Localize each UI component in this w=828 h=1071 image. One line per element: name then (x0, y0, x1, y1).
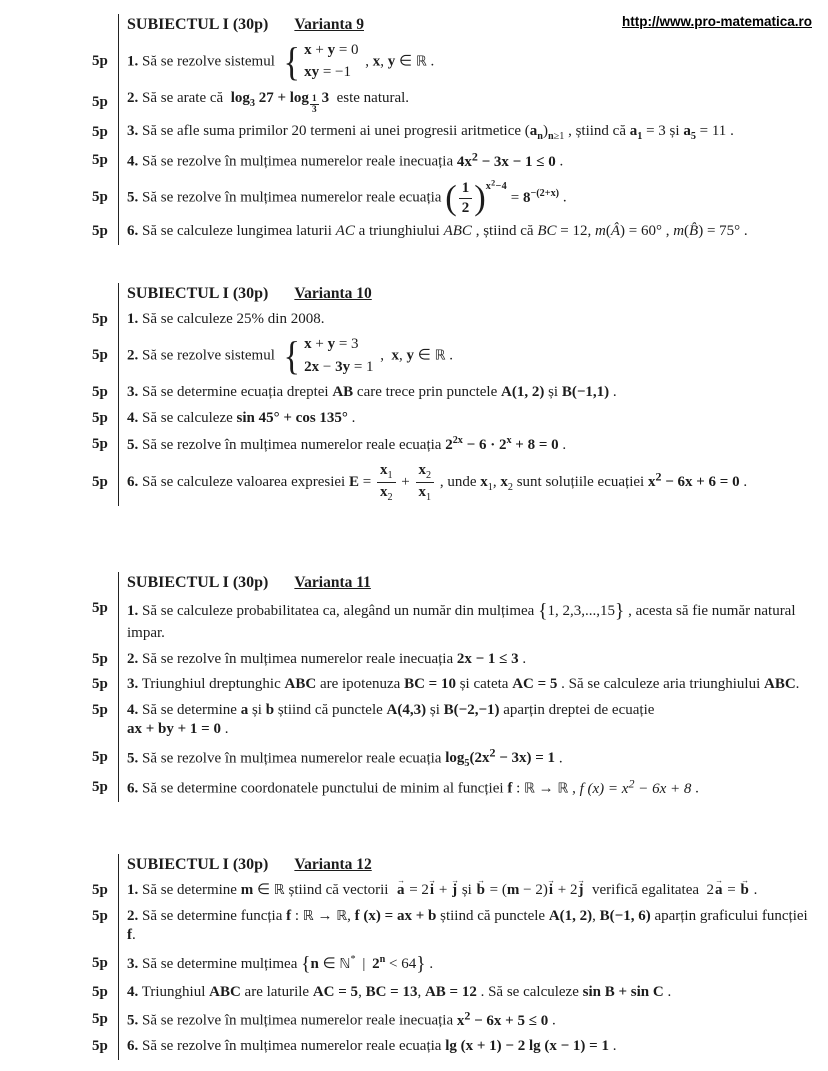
problem-text: 4. Să se calculeze sin 45° + cos 135° . (118, 406, 814, 432)
problem-row (92, 904, 814, 949)
problem-row (92, 743, 814, 774)
problem-row (92, 878, 814, 904)
points-label: 5p (92, 599, 108, 616)
points-label: 5p (92, 310, 108, 327)
problem-row (92, 949, 814, 980)
problem-row (92, 146, 814, 175)
section-title: SUBIECTUL I (30p) (127, 16, 269, 33)
variant-title: Varianta 10 (294, 284, 372, 302)
problem-text: 4. Să se determine a și b știind că punctele A(4,3) și B(−2,−1) aparțin dreptei de ecuație ax + by + 1 = 0 . (118, 698, 814, 743)
problem-text: 3. Triunghiul dreptunghic ABC are ipotenuza BC = 10 și cateta AC = 5 . Să se calculeze aria triunghiului ABC. (118, 672, 814, 698)
problem-text: 6. Să se rezolve în mulțimea numerelor reale ecuația lg (x + 1) − 2 lg (x − 1) = 1 . (118, 1034, 814, 1060)
problem-text: 1. Să se determine m ∈ ℝ știind că vectorii a → = 2i → + j → și b → = (m − 2)i → + 2j → verifică egalitatea 2a → = b → . (118, 878, 814, 904)
points-label: 5p (92, 473, 108, 490)
problem-row (92, 332, 814, 380)
problem-row (92, 380, 814, 406)
points-label: 5p (92, 650, 108, 667)
problem-row (92, 773, 814, 802)
points-label: 5p (92, 384, 108, 401)
section-header (92, 572, 814, 596)
points-label: 5p (92, 907, 108, 924)
problem-text: 6. Să se determine coordonatele punctului de minim al funcției f : ℝ → ℝ , f $(x) = x^2 - 6x + 8$ . (118, 773, 814, 802)
variant-title: Varianta 12 (294, 856, 372, 874)
problem-row (92, 86, 814, 119)
problem-text: 5. Să se rezolve în mulțimea numerelor reale ecuația $2^{2x} - 6 \cdot 2^x + 8 = 0$ . (118, 431, 814, 459)
section-title: SUBIECTUL I (30p) (127, 574, 269, 592)
problem-row (92, 647, 814, 673)
problem-row (92, 596, 814, 647)
problem-text: 1. Să se rezolve sistemul { x + y = 0 xy = −1 , x, y ∈ ℝ . (118, 38, 814, 86)
problem-row (92, 175, 814, 219)
problem-row (92, 431, 814, 459)
problem-text: 5. Să se rezolve în mulțimea numerelor reale ecuația $\log_5(2x^2 - 3x) = 1$ . (118, 743, 814, 774)
problem-text: 3. Să se determine mulțimea {n ∈ ℕ* | $2^n < 64$} . (118, 949, 814, 980)
problem-row (92, 406, 814, 432)
problem-row (92, 698, 814, 743)
points-label: 5p (92, 983, 108, 1000)
section-header (92, 283, 814, 307)
problem-text: 1. Să se calculeze probabilitatea ca, alegând un număr din mulțimea {1, 2,3,...,15} , acesta să fie număr natural impar. (118, 596, 814, 647)
variant-title: Varianta 11 (294, 574, 371, 592)
section-header-content (118, 283, 814, 307)
points-label: 5p (92, 779, 108, 795)
problem-row (92, 119, 814, 146)
points-label: 5p (92, 1011, 108, 1028)
problem-text: 5. Să se rezolve în mulțimea numerelor reale inecuația $x^2 - 6x + 5 \le 0$ . (118, 1005, 814, 1034)
variant-title: Varianta 9 (294, 16, 364, 33)
points-label: 5p (92, 955, 108, 972)
problem-text: 6. Să se calculeze lungimea laturii AC a triunghiului ABC , știind că BC = 12, m(Â) = 60° , m(B̂) = 75° . (118, 219, 814, 245)
points-label: 5p (92, 223, 108, 240)
points-label: 5p (92, 749, 108, 766)
website-url[interactable]: http://www.pro-matematica.ro (621, 14, 812, 29)
points-label: 5p (92, 882, 108, 898)
subject-section (92, 14, 814, 245)
problem-text: 4. Să se rezolve în mulțimea numerelor reale inecuația $4x^2 - 3x - 1 \le 0$ . (118, 146, 814, 175)
problem-text: 5. Să se rezolve în mulțimea numerelor reale ecuația ( $\frac{1}{2}$ )$^{x^2-4} = 8^{-(2+x)}$ . (118, 175, 814, 219)
points-label: 5p (92, 53, 108, 70)
problem-text: 2. Să se rezolve în mulțimea numerelor reale inecuația 2x − 1 ≤ 3 . (118, 647, 814, 673)
problem-text: 3. Să se afle suma primilor 20 termeni ai unei progresii aritmetice $(a_n)_{n\ge 1}$ , știind că $a_1 = 3$ și $a_5 = 11$ . (118, 119, 814, 146)
points-label: 5p (92, 409, 108, 426)
problem-text: 2. Să se rezolve sistemul { x + y = 3 2x − 3y = 1 , x, y ∈ ℝ . (118, 332, 814, 380)
problem-text: 2. Să se determine funcția f : ℝ → ℝ, f (x) = ax + b știind că punctele A(1, 2), B(−1, 6) aparțin graficului funcției f. (118, 904, 814, 949)
problem-row (92, 672, 814, 698)
problem-text: 3. Să se determine ecuația dreptei AB care trece prin punctele A(1, 2) și B(−1,1) . (118, 380, 814, 406)
problem-row (92, 38, 814, 86)
subject-section (92, 854, 814, 1060)
points-label: 5p (92, 93, 108, 110)
section-header-content (118, 572, 814, 596)
points-label: 5p (92, 347, 108, 364)
problem-row (92, 307, 814, 333)
points-label: 5p (92, 152, 108, 169)
section-title: SUBIECTUL I (30p) (127, 284, 269, 302)
points-label: 5p (92, 701, 108, 718)
points-label: 5p (92, 436, 108, 453)
problem-row (92, 1034, 814, 1060)
problem-row (92, 1005, 814, 1034)
problem-row (92, 219, 814, 245)
subject-section (92, 283, 814, 506)
problem-text: 2. Să se arate că $\log_3 27 + \log$ $\frac{1}{3}$ 3 este natural. (118, 86, 814, 119)
points-label: 5p (92, 1038, 108, 1055)
points-label: 5p (92, 124, 108, 141)
section-title: SUBIECTUL I (30p) (127, 856, 269, 874)
problem-text: 1. Să se calculeze 25% din 2008. (118, 307, 814, 333)
points-label: 5p (92, 188, 108, 205)
problem-row (92, 459, 814, 506)
section-header-content (118, 854, 814, 878)
problem-row (92, 980, 814, 1006)
points-label: 5p (92, 676, 108, 693)
problem-text: 4. Triunghiul ABC are laturile AC = 5, BC = 13, AB = 12 . Să se calculeze sin B + sin C . (118, 980, 814, 1006)
subject-section (92, 572, 814, 802)
problem-text: 6. Să se calculeze valoarea expresiei E = $\frac{x_1}{x_2}$ + $\frac{x_2}{x_1}$ , unde $x_1$, $x_2$ sunt soluțiile ecuației $x^2 - 6x + 6 = 0$ . (118, 459, 814, 506)
